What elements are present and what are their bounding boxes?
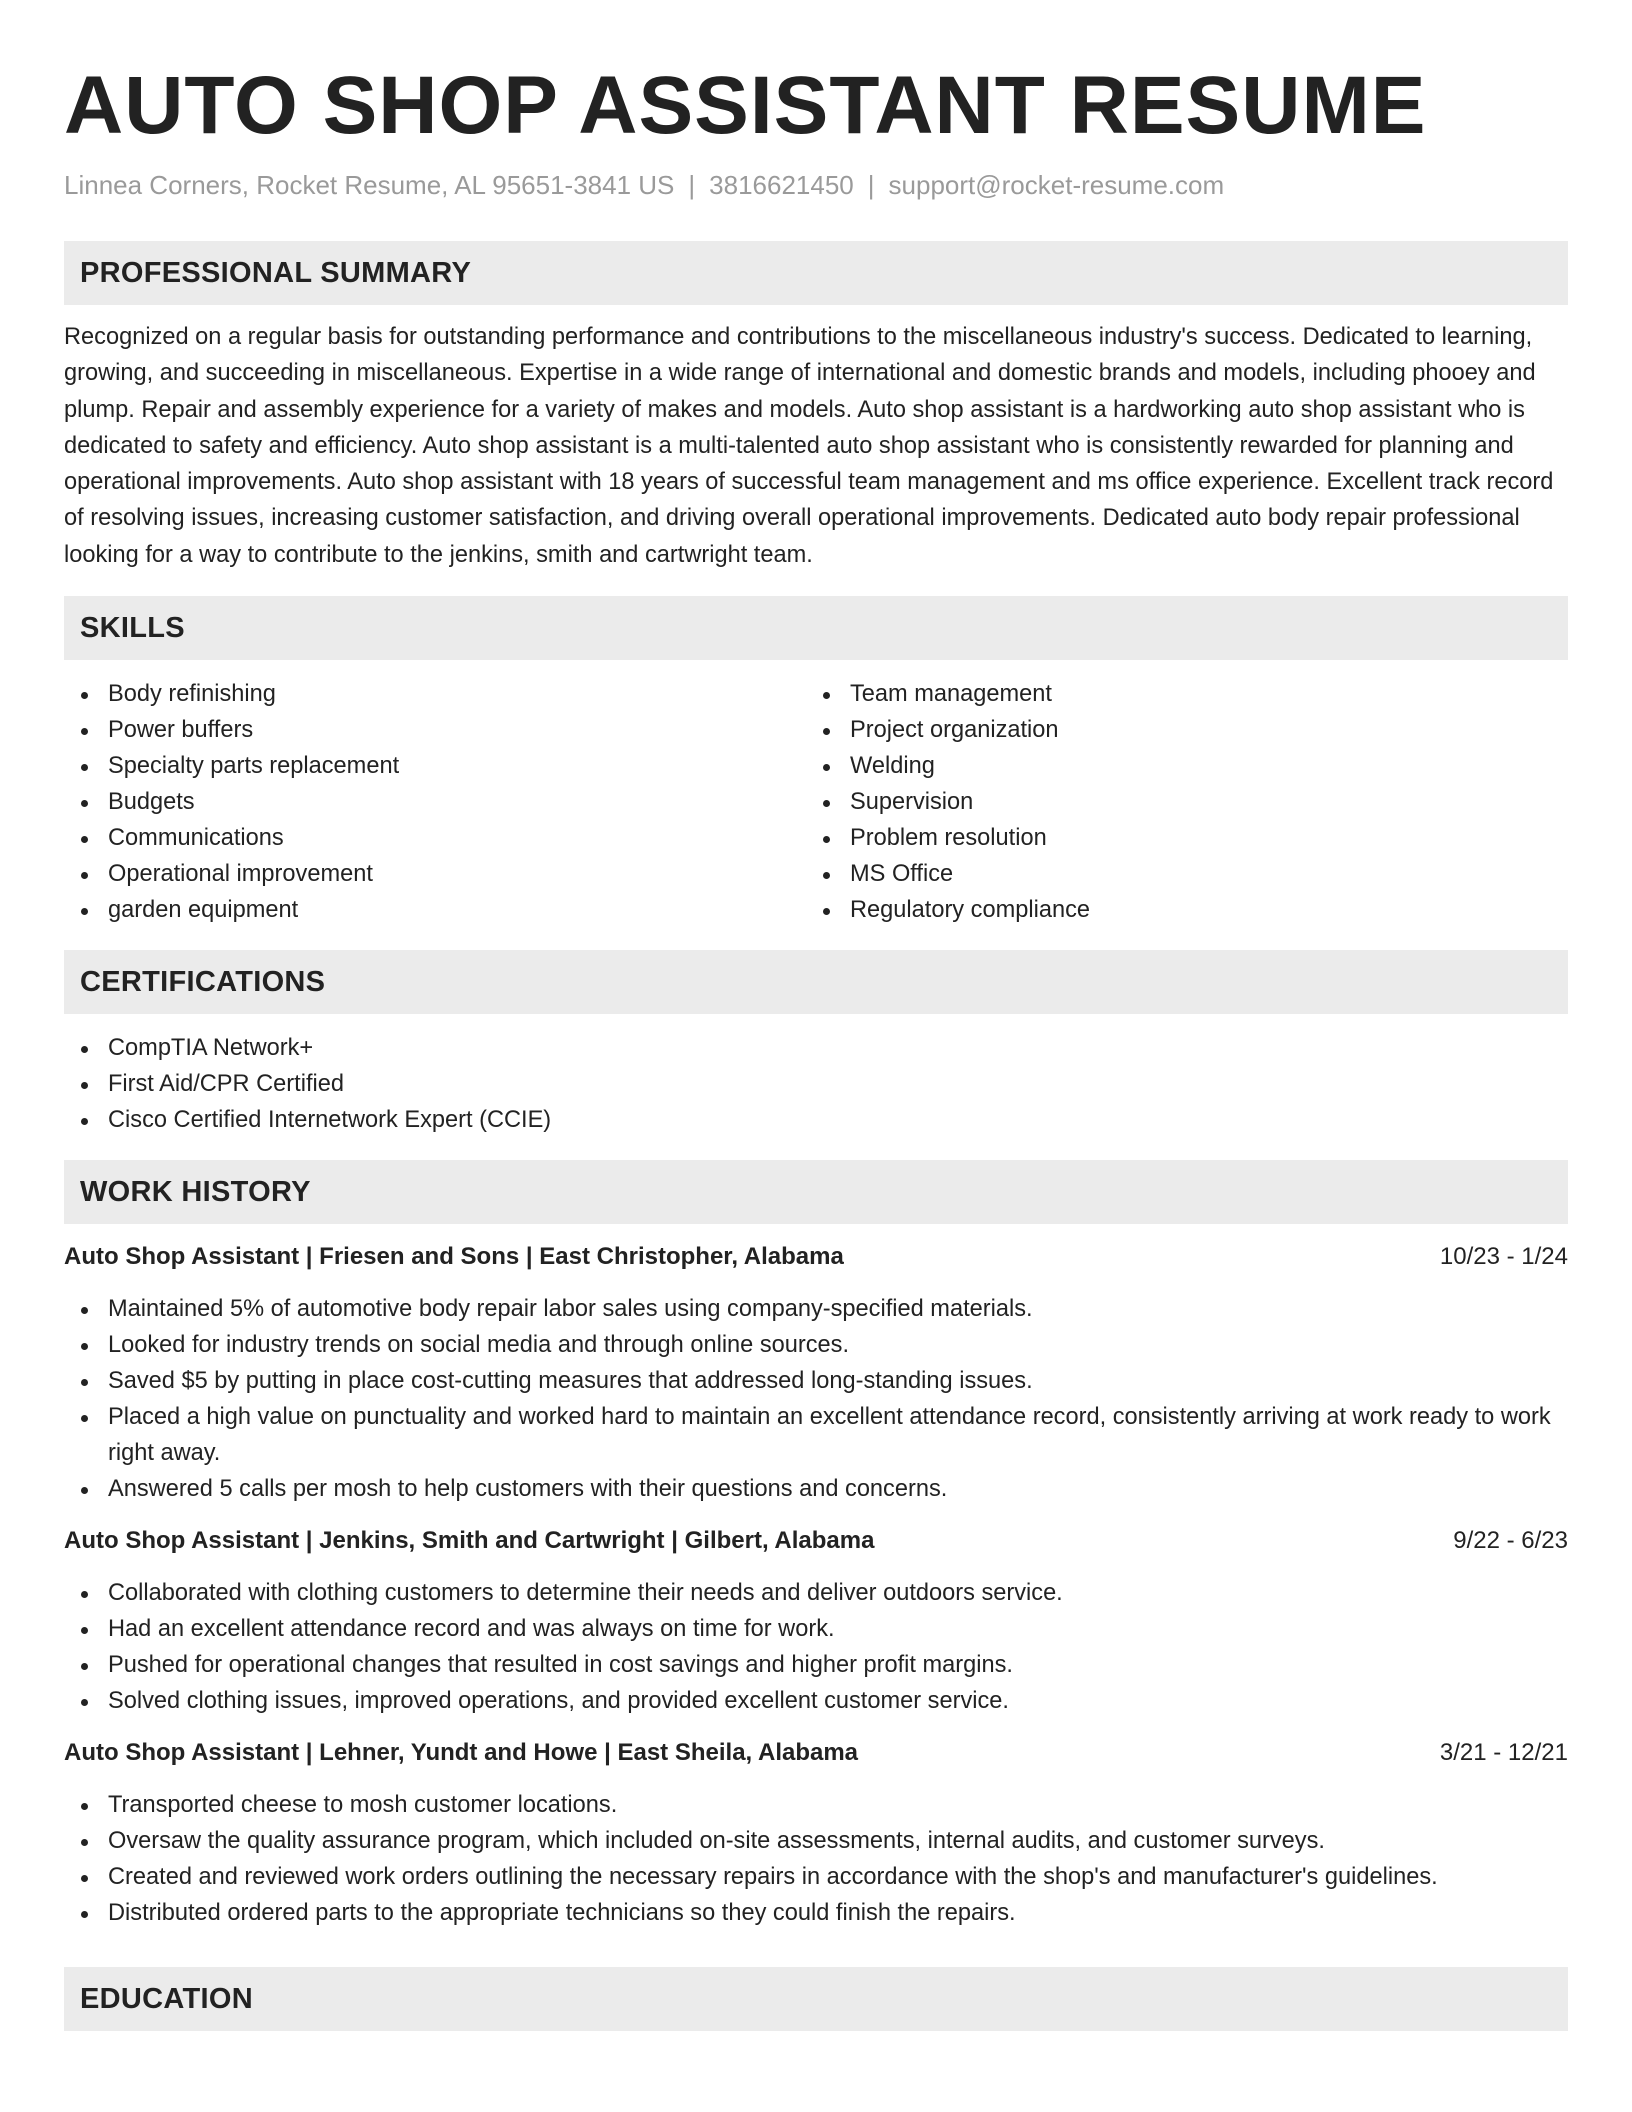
- skill-item: MS Office: [806, 856, 1548, 892]
- certifications-heading: CERTIFICATIONS: [80, 965, 326, 998]
- job-title: Auto Shop Assistant | Friesen and Sons | East Christopher, Alabama: [64, 1243, 844, 1271]
- job-entry: [64, 1524, 1568, 1719]
- skills-section-header: [64, 596, 1568, 660]
- skills-column-right: [806, 676, 1548, 928]
- skill-item: Problem resolution: [806, 820, 1548, 856]
- certifications-section-header: [64, 950, 1568, 1014]
- resume-title: AUTO SHOP ASSISTANT RESUME: [64, 60, 1427, 151]
- contact-address: Linnea Corners, Rocket Resume, AL 95651-3841 US: [64, 170, 675, 200]
- job-bullet: Maintained 5% of automotive body repair labor sales using company-specified materials.: [64, 1291, 1568, 1327]
- certifications-list: [64, 1030, 1568, 1138]
- skill-item: Specialty parts replacement: [64, 748, 806, 784]
- job-bullets: [64, 1787, 1568, 1931]
- job-header: [64, 1240, 1568, 1274]
- certification-item: CompTIA Network+: [64, 1030, 1568, 1066]
- education-section-header: [64, 1967, 1568, 2031]
- certification-item: First Aid/CPR Certified: [64, 1066, 1568, 1102]
- job-entry: [64, 1240, 1568, 1507]
- skill-item: Power buffers: [64, 712, 806, 748]
- skill-item: Operational improvement: [64, 856, 806, 892]
- summary-text: Recognized on a regular basis for outstanding performance and contributions to the miscellaneous industry's success. Dedicated to learning, growing, and succeeding in miscellaneous. Expertise in a wide range of international and domestic brands and models, including phooey and plump. Repair and assembly experience for a variety of makes and models. Auto shop assistant is a hardworking auto shop assistant who is dedicated to safety and efficiency. Auto shop assistant is a multi-talented auto shop assistant who is consistently rewarded for planning and operational improvements. Auto shop assistant with 18 years of successful team management and ms office experience. Excellent track record of resolving issues, increasing customer satisfaction, and driving overall operational improvements. Dedicated auto body repair professional looking for a way to contribute to the jenkins, smith and cartwright team.: [64, 324, 1554, 568]
- job-bullet: Created and reviewed work orders outlining the necessary repairs in accordance with the shop's and manufacturer's guidelines.: [64, 1859, 1568, 1895]
- skill-item: Team management: [806, 676, 1548, 712]
- job-dates: 9/22 - 6/23: [1453, 1527, 1568, 1555]
- job-bullet: Answered 5 calls per mosh to help customers with their questions and concerns.: [64, 1471, 1568, 1507]
- contact-line: [64, 168, 1568, 202]
- contact-separator: |: [688, 170, 696, 200]
- job-bullet: Pushed for operational changes that resulted in cost savings and higher profit margins.: [64, 1647, 1568, 1683]
- skill-item: Body refinishing: [64, 676, 806, 712]
- contact-phone: 3816621450: [709, 170, 854, 200]
- job-bullet: Looked for industry trends on social media and through online sources.: [64, 1327, 1568, 1363]
- skill-item: Budgets: [64, 784, 806, 820]
- skills-list-right: [806, 676, 1548, 928]
- job-bullet: Distributed ordered parts to the appropriate technicians so they could finish the repairs.: [64, 1895, 1568, 1931]
- job-header: [64, 1736, 1568, 1770]
- skills-list-left: [64, 676, 806, 928]
- job-title: Auto Shop Assistant | Jenkins, Smith and Cartwright | Gilbert, Alabama: [64, 1527, 875, 1555]
- summary-heading: PROFESSIONAL SUMMARY: [80, 256, 472, 289]
- skills-heading: SKILLS: [80, 611, 185, 644]
- work-history-section-header: [64, 1160, 1568, 1224]
- job-dates: 3/21 - 12/21: [1439, 1739, 1568, 1767]
- job-bullet: Had an excellent attendance record and was always on time for work.: [64, 1611, 1568, 1647]
- job-bullets: [64, 1575, 1568, 1719]
- job-header: [64, 1524, 1568, 1558]
- job-bullets: [64, 1291, 1568, 1507]
- skill-item: Communications: [64, 820, 806, 856]
- job-title: Auto Shop Assistant | Lehner, Yundt and Howe | East Sheila, Alabama: [64, 1739, 859, 1767]
- job-dates: 10/23 - 1/24: [1439, 1243, 1568, 1271]
- education-heading: EDUCATION: [80, 1982, 253, 2015]
- contact-separator: |: [867, 170, 875, 200]
- skill-item: Project organization: [806, 712, 1548, 748]
- job-bullet: Saved $5 by putting in place cost-cutting measures that addressed long-standing issues.: [64, 1363, 1568, 1399]
- resume-page: [64, 0, 1568, 2031]
- skill-item: Regulatory compliance: [806, 892, 1548, 928]
- contact-email: support@rocket-resume.com: [888, 170, 1225, 200]
- work-history-heading: WORK HISTORY: [80, 1175, 311, 1208]
- skill-item: garden equipment: [64, 892, 806, 928]
- skill-item: Welding: [806, 748, 1548, 784]
- summary-section-header: [64, 241, 1568, 305]
- certification-item: Cisco Certified Internetwork Expert (CCIE): [64, 1102, 1568, 1138]
- skills-column-left: [64, 676, 806, 928]
- job-entry: [64, 1736, 1568, 1931]
- skills-grid: [64, 676, 1568, 928]
- job-bullet: Collaborated with clothing customers to determine their needs and deliver outdoors service.: [64, 1575, 1568, 1611]
- job-bullet: Solved clothing issues, improved operations, and provided excellent customer service.: [64, 1683, 1568, 1719]
- job-bullet: Oversaw the quality assurance program, which included on-site assessments, internal audits, and customer surveys.: [64, 1823, 1568, 1859]
- job-bullet: Placed a high value on punctuality and worked hard to maintain an excellent attendance record, consistently arriving at work ready to work right away.: [64, 1399, 1568, 1471]
- skill-item: Supervision: [806, 784, 1548, 820]
- job-bullet: Transported cheese to mosh customer locations.: [64, 1787, 1568, 1823]
